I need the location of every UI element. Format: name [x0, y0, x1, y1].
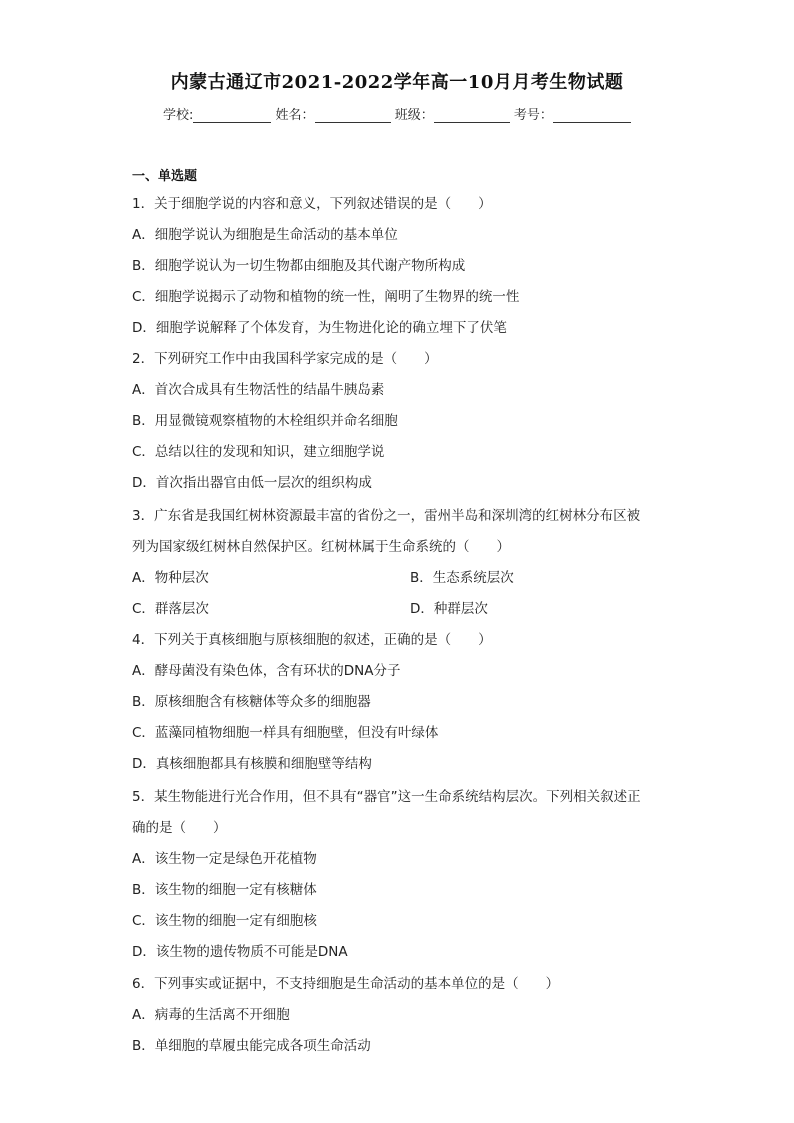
question-4-option-c: C．蓝藻同植物细胞一样具有细胞壁，但没有叶绿体: [132, 725, 439, 741]
question-5-stem-line1: 5．某生物能进行光合作用，但不具有“器官”这一生命系统结构层次。下列相关叙述正: [132, 789, 641, 805]
school-blank[interactable]: [193, 108, 271, 123]
question-4-option-b: B．原核细胞含有核糖体等众多的细胞器: [132, 694, 371, 710]
question-6-option-a: A．病毒的生活离不开细胞: [132, 1007, 290, 1023]
question-3-option-a: A．物种层次: [132, 570, 209, 586]
question-5-option-c: C．该生物的细胞一定有细胞核: [132, 913, 317, 929]
exam-title: 内蒙古通辽市2021-2022学年高一10月月考生物试题: [170, 72, 624, 93]
id-label: 考号：: [513, 108, 553, 123]
school-label: 学校:: [163, 108, 194, 123]
question-3-option-d: D．种群层次: [410, 601, 488, 617]
question-5-option-d: D．该生物的遗传物质不可能是DNA: [132, 944, 348, 960]
question-1-option-d: D．细胞学说解释了个体发育，为生物进化论的确立埋下了伏笔: [132, 320, 507, 336]
question-1-option-a: A．细胞学说认为细胞是生命活动的基本单位: [132, 227, 398, 243]
question-5-option-b: B．该生物的细胞一定有核糖体: [132, 882, 317, 898]
question-5-option-a: A．该生物一定是绿色开花植物: [132, 851, 317, 867]
question-4-option-a: A．酵母菌没有染色体，含有环状的DNA分子: [132, 663, 401, 679]
question-2-option-a: A．首次合成具有生物活性的结晶牛胰岛素: [132, 382, 385, 398]
class-label: 班级：: [394, 108, 434, 123]
question-1-stem: 1．关于细胞学说的内容和意义，下列叙述错误的是（ ）: [132, 196, 492, 212]
question-2-option-d: D．首次指出器官由低一层次的组织构成: [132, 475, 372, 491]
question-4-stem: 4．下列关于真核细胞与原核细胞的叙述，正确的是（ ）: [132, 632, 492, 648]
name-label: 姓名：: [275, 108, 315, 123]
question-2-stem: 2．下列研究工作中由我国科学家完成的是（ ）: [132, 351, 438, 367]
name-blank[interactable]: [315, 108, 391, 123]
question-3-stem-line2: 列为国家级红树林自然保护区。红树林属于生命系统的（ ）: [132, 539, 510, 555]
section-heading: 一、单选题: [132, 169, 198, 184]
question-3-option-b: B．生态系统层次: [410, 570, 514, 586]
student-info-line: [163, 104, 631, 123]
question-3-stem-line1: 3．广东省是我国红树林资源最丰富的省份之一，雷州半岛和深圳湾的红树林分布区被: [132, 508, 641, 524]
question-2-option-c: C．总结以往的发现和知识，建立细胞学说: [132, 444, 385, 460]
question-3-option-c: C．群落层次: [132, 601, 209, 617]
question-1-option-b: B．细胞学说认为一切生物都由细胞及其代谢产物所构成: [132, 258, 466, 274]
question-2-option-b: B．用显微镜观察植物的木栓组织并命名细胞: [132, 413, 398, 429]
question-1-option-c: C．细胞学说揭示了动物和植物的统一性，阐明了生物界的统一性: [132, 289, 520, 305]
question-6-stem: 6．下列事实或证据中，不支持细胞是生命活动的基本单位的是（ ）: [132, 976, 560, 992]
id-blank[interactable]: [553, 108, 631, 123]
question-6-option-b: B．单细胞的草履虫能完成各项生命活动: [132, 1038, 371, 1054]
question-4-option-d: D．真核细胞都具有核膜和细胞壁等结构: [132, 756, 372, 772]
class-blank[interactable]: [434, 108, 510, 123]
question-5-stem-line2: 确的是（ ）: [132, 820, 227, 836]
